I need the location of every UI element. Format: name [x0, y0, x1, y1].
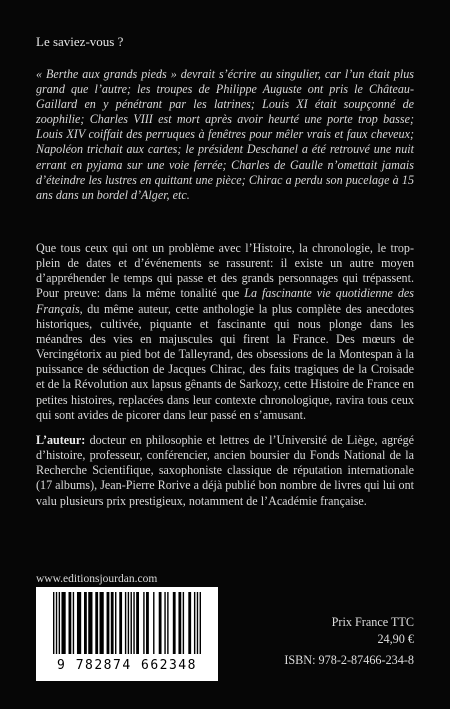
description-part-1: Que tous ceux qui ont un problème avec l’Histoire, la chronologie, le trop-plein de dates et d’événements se rassurent: il existe un autre moyen d’appréhender le temps qui passe et des grands personnages qui trépassent. Pour preuve: dans la même tonalité que	[36, 241, 414, 301]
anecdote-quote: « Berthe aux grands pieds » devrait s’écrire au singulier, car l’un était plus grand que l’autre; les troupes de Philippe Auguste ont pris le Château-Gaillard en y pénétrant par les latrines; Louis XI était soupçonné de zoophilie; Charles VIII est mort après avoir heurté une porte trop basse; Louis XIV coiffait des perruques à fenêtres pour mêler vrais et faux cheveux; Napoléon trichait aux cartes; le président Deschanel a été retrouvé une nuit errant en pyjama sur une voie ferrée; Charles de Gaulle n’omettait jamais d’éteindre les lustres en quittant une pièce; Chirac a perdu son pucelage à 15 ans dans un bordel d’Alger, etc.	[36, 67, 414, 202]
heading: Le saviez-vous ?	[36, 34, 124, 49]
description-paragraph	[36, 241, 414, 423]
price-label: Prix France TTC	[331, 615, 414, 629]
description-part-2: , du même auteur, cette anthologie la plus complète des anecdotes historiques, cultivée, piquante et fascinante qui nous plonge dans les méandres des vies en majuscules qui firent la France. Des mœurs de Vercingétorix au pied bot de Talleyrand, des obsessions de la Montespan à la puissance de séduction de Jacques Chirac, des faits tragiques de la Croisade et de la Révolution aux lapsus gênants de Sarkozy, cette Histoire de France en petites histoires, replacées dans leur contexte chronologique, ravira tous ceux qui sont avides de picorer dans leur passé en s’amusant.	[36, 301, 414, 422]
author-label: L’auteur:	[36, 433, 86, 447]
isbn: ISBN: 978-2-87466-234-8	[284, 653, 414, 667]
barcode	[36, 587, 218, 681]
author-bio	[36, 433, 414, 509]
price-value: 24,90 €	[377, 632, 414, 646]
publisher-website: www.editionsjourdan.com	[36, 573, 158, 585]
barcode-bars	[43, 592, 211, 658]
book-title: La fascinante vie quotidienne des Français	[36, 286, 414, 316]
barcode-number: 9 782874 662348	[57, 658, 197, 673]
author-text: docteur en philosophie et lettres de l’Université de Liège, agrégé d’histoire, professeur, conférencier, ancien boursier du Fonds National de la Recherche Scientifique, saxophoniste classique de réputation internationale (17 albums), Jean-Pierre Rorive a déjà publié bon nombre de livres qui lui ont valu plusieurs prix prestigieux, notamment de l’Académie française.	[36, 433, 414, 508]
